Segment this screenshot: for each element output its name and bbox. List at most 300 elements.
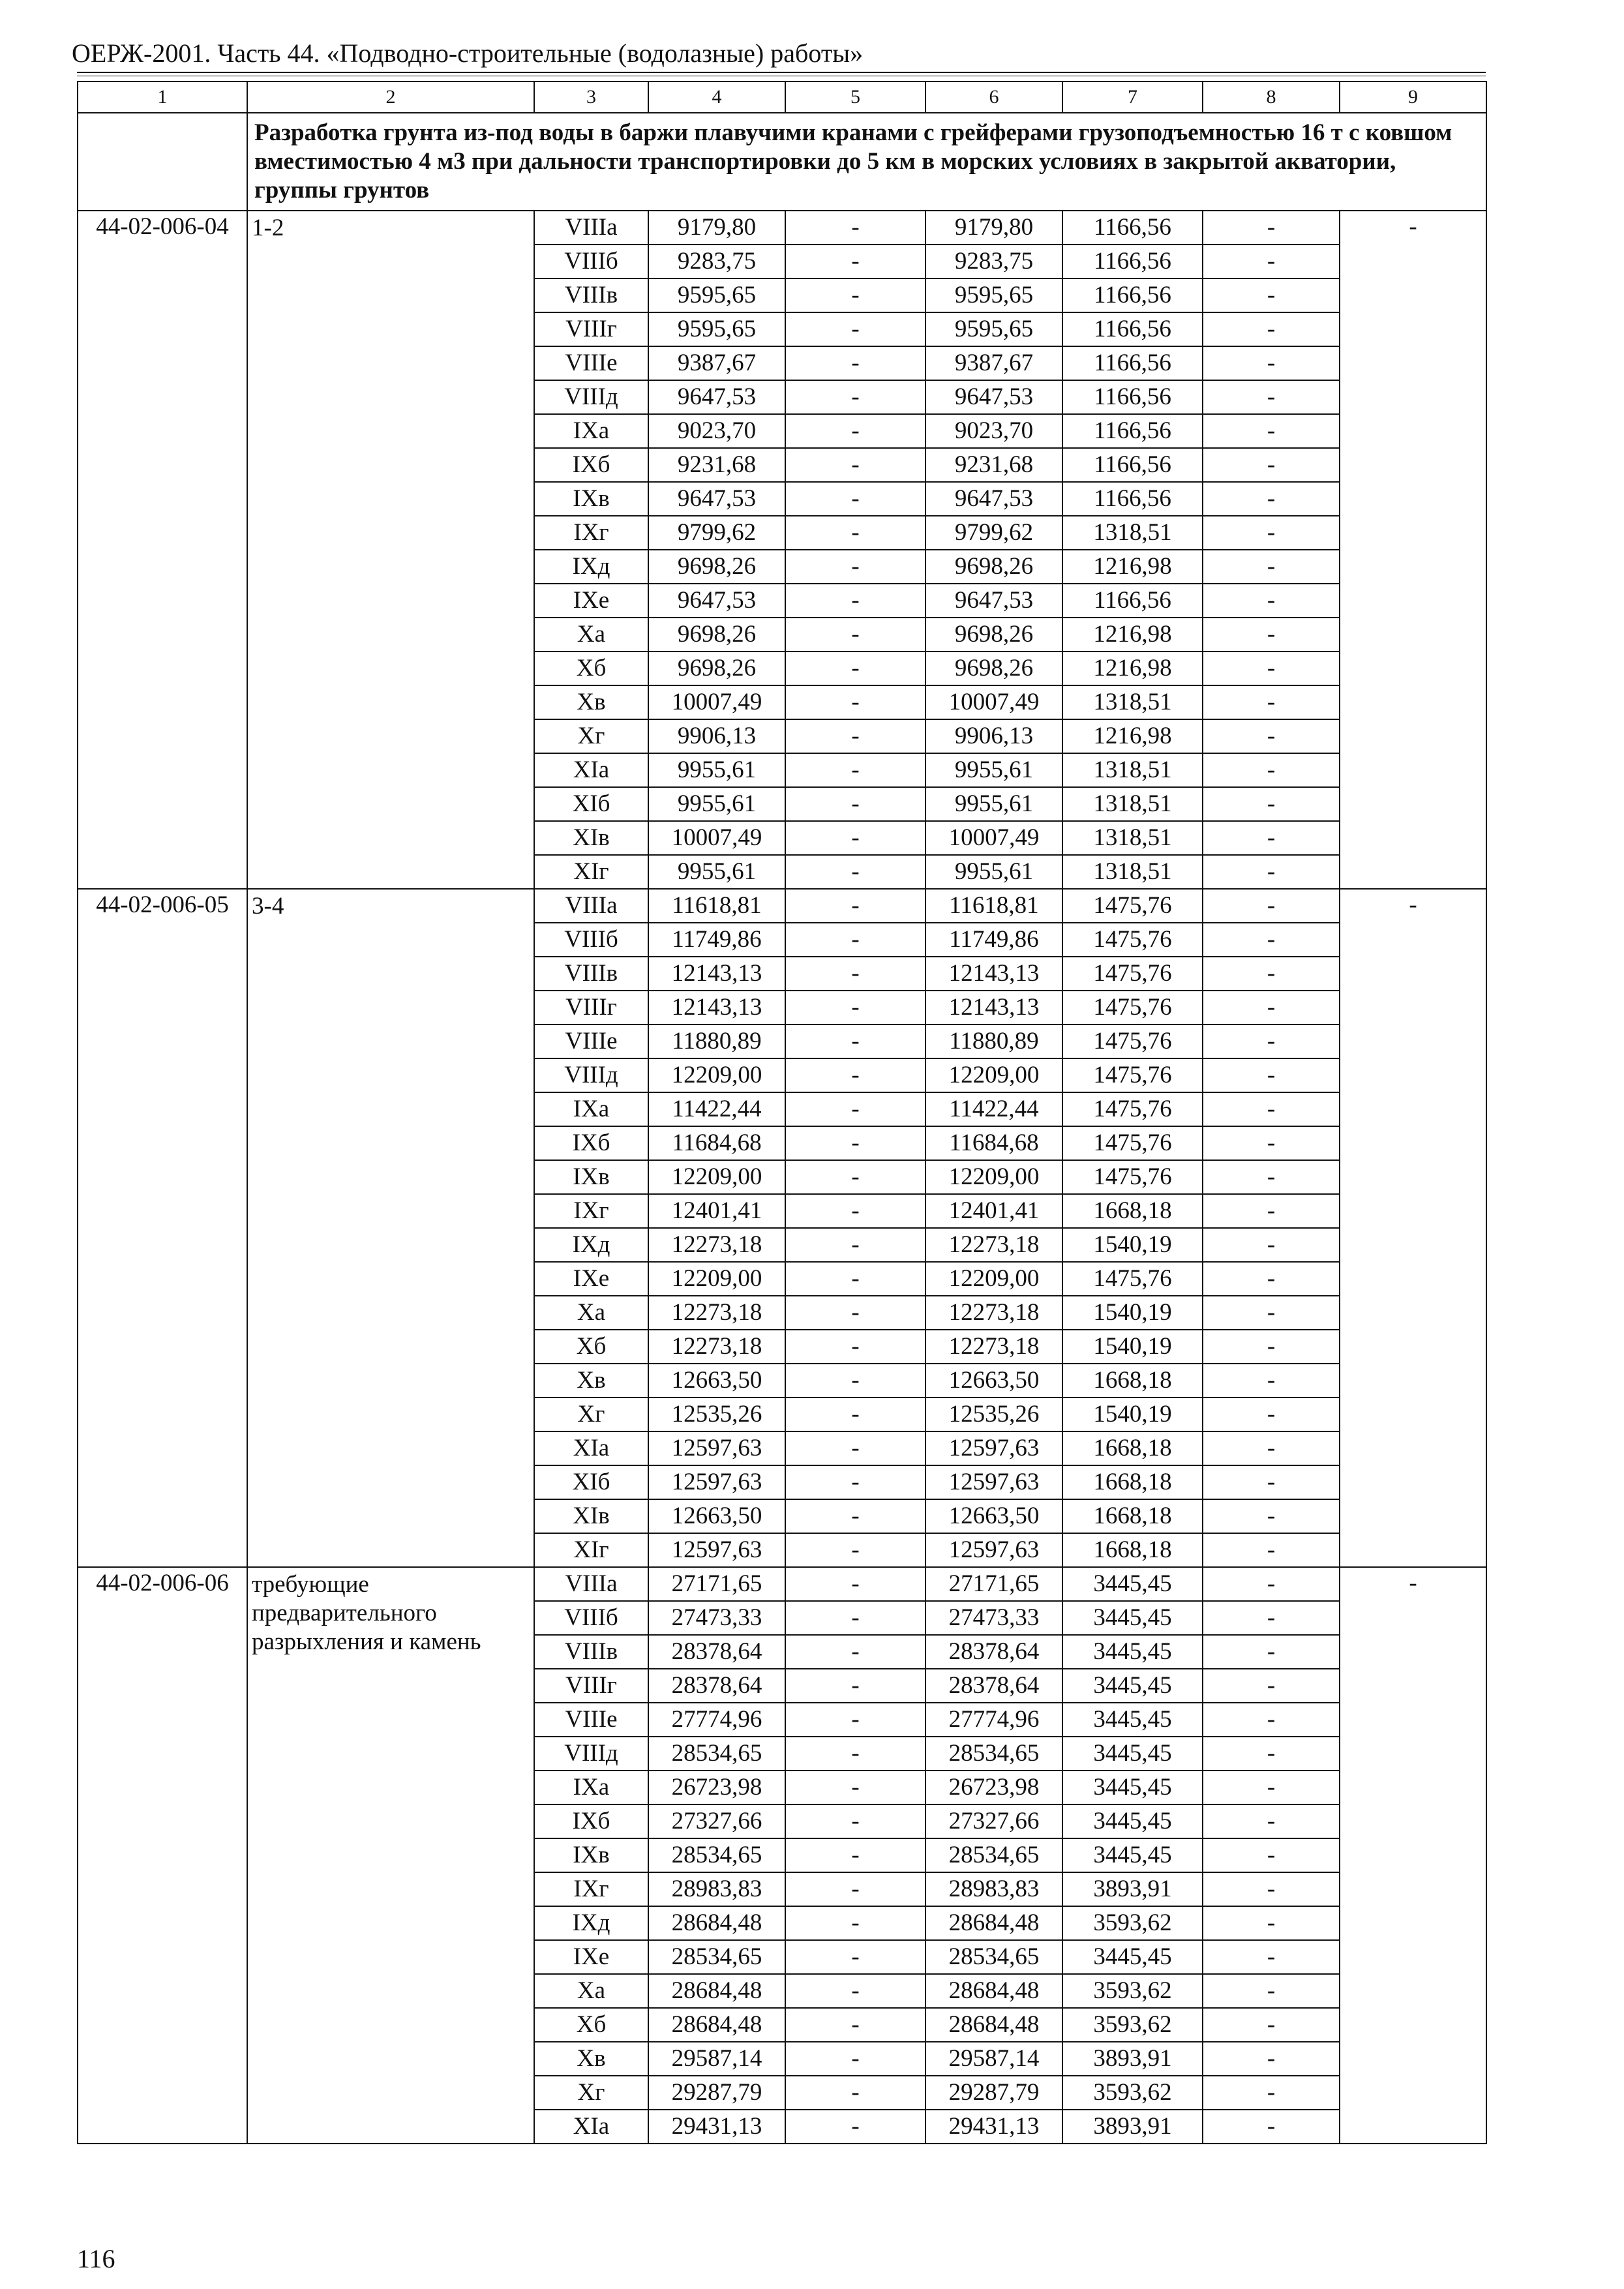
cell-col6: 29587,14 bbox=[925, 2042, 1062, 2076]
cell-col7: 3445,45 bbox=[1062, 1635, 1203, 1669]
cell-col3: XIа bbox=[534, 2110, 648, 2144]
cell-col4: 9698,26 bbox=[648, 618, 785, 651]
cell-col8: - bbox=[1203, 855, 1340, 889]
cell-col4: 11749,86 bbox=[648, 923, 785, 957]
cell-col8: - bbox=[1203, 312, 1340, 346]
cell-col3: VIIIе bbox=[534, 346, 648, 380]
cell-col8: - bbox=[1203, 245, 1340, 278]
cell-col3: IXг bbox=[534, 1194, 648, 1228]
cell-col5: - bbox=[785, 1330, 925, 1364]
column-number: 3 bbox=[534, 82, 648, 113]
cell-col4: 28534,65 bbox=[648, 1838, 785, 1872]
cell-col4: 11618,81 bbox=[648, 889, 785, 923]
table-row bbox=[78, 1567, 1486, 1601]
cell-col8: - bbox=[1203, 1771, 1340, 1804]
cell-col4: 9595,65 bbox=[648, 278, 785, 312]
cell-col8: - bbox=[1203, 414, 1340, 448]
cell-col6: 9955,61 bbox=[925, 855, 1062, 889]
cell-col3: IXб bbox=[534, 1126, 648, 1160]
cell-col4: 12273,18 bbox=[648, 1296, 785, 1330]
cell-col4: 11422,44 bbox=[648, 1092, 785, 1126]
cell-col5: - bbox=[785, 957, 925, 991]
rate-code: 44-02-006-05 bbox=[78, 889, 247, 1567]
cell-col3: XIа bbox=[534, 753, 648, 787]
cell-col5: - bbox=[785, 1703, 925, 1737]
cell-col7: 1216,98 bbox=[1062, 719, 1203, 753]
cell-col4: 9387,67 bbox=[648, 346, 785, 380]
cell-col6: 11422,44 bbox=[925, 1092, 1062, 1126]
cell-col6: 28378,64 bbox=[925, 1635, 1062, 1669]
cell-col3: VIIIд bbox=[534, 1737, 648, 1771]
cell-col8: - bbox=[1203, 1160, 1340, 1194]
soil-group: требующие предварительного разрыхления и камень bbox=[247, 1567, 534, 2144]
cell-col3: VIIIа bbox=[534, 889, 648, 923]
cell-col6: 11749,86 bbox=[925, 923, 1062, 957]
cell-col5: - bbox=[785, 1499, 925, 1533]
cell-col5: - bbox=[785, 1364, 925, 1398]
cell-col3: XIв bbox=[534, 1499, 648, 1533]
cell-col6: 10007,49 bbox=[925, 685, 1062, 719]
cell-col8: - bbox=[1203, 651, 1340, 685]
cell-col6: 27774,96 bbox=[925, 1703, 1062, 1737]
cell-col5: - bbox=[785, 618, 925, 651]
cell-col4: 27774,96 bbox=[648, 1703, 785, 1737]
cell-col3: VIIIв bbox=[534, 278, 648, 312]
cell-col6: 9387,67 bbox=[925, 346, 1062, 380]
cell-col3: VIIIб bbox=[534, 245, 648, 278]
cell-col5: - bbox=[785, 1160, 925, 1194]
cell-col5: - bbox=[785, 1228, 925, 1262]
cell-col7: 1540,19 bbox=[1062, 1398, 1203, 1431]
cell-col6: 9023,70 bbox=[925, 414, 1062, 448]
cell-col7: 1166,56 bbox=[1062, 278, 1203, 312]
cell-col3: Xб bbox=[534, 651, 648, 685]
cell-col7: 3445,45 bbox=[1062, 1601, 1203, 1635]
cell-col8: - bbox=[1203, 1703, 1340, 1737]
cell-col5: - bbox=[785, 1025, 925, 1058]
cell-col8: - bbox=[1203, 1296, 1340, 1330]
column-number: 2 bbox=[247, 82, 534, 113]
cell-col6: 28684,48 bbox=[925, 1974, 1062, 2008]
cell-col6: 12597,63 bbox=[925, 1533, 1062, 1567]
cell-col3: IXа bbox=[534, 414, 648, 448]
cell-col7: 3445,45 bbox=[1062, 1771, 1203, 1804]
cell-col6: 9698,26 bbox=[925, 651, 1062, 685]
rate-code: 44-02-006-04 bbox=[78, 211, 247, 889]
cell-col5: - bbox=[785, 1669, 925, 1703]
cell-col3: XIв bbox=[534, 821, 648, 855]
cell-col5: - bbox=[785, 1635, 925, 1669]
cell-col3: IXв bbox=[534, 1160, 648, 1194]
cell-col6: 9595,65 bbox=[925, 312, 1062, 346]
cell-col6: 11684,68 bbox=[925, 1126, 1062, 1160]
cell-col5: - bbox=[785, 889, 925, 923]
cell-col5: - bbox=[785, 1194, 925, 1228]
cell-col3: VIIIг bbox=[534, 991, 648, 1025]
cell-col5: - bbox=[785, 1872, 925, 1906]
cell-col5: - bbox=[785, 211, 925, 245]
cell-col5: - bbox=[785, 1533, 925, 1567]
cell-col8: - bbox=[1203, 685, 1340, 719]
cell-col7: 3445,45 bbox=[1062, 1940, 1203, 1974]
cell-col5: - bbox=[785, 1601, 925, 1635]
cell-col5: - bbox=[785, 1737, 925, 1771]
cell-col3: IXд bbox=[534, 550, 648, 584]
cell-col4: 9955,61 bbox=[648, 787, 785, 821]
cell-col7: 1216,98 bbox=[1062, 618, 1203, 651]
cell-col6: 12273,18 bbox=[925, 1330, 1062, 1364]
cell-col7: 1166,56 bbox=[1062, 346, 1203, 380]
cell-col6: 28684,48 bbox=[925, 1906, 1062, 1940]
cell-col8: - bbox=[1203, 2110, 1340, 2144]
cell-col5: - bbox=[785, 414, 925, 448]
cell-col3: VIIIб bbox=[534, 923, 648, 957]
cell-col7: 1216,98 bbox=[1062, 550, 1203, 584]
cell-col8: - bbox=[1203, 1737, 1340, 1771]
cell-col4: 12143,13 bbox=[648, 957, 785, 991]
cell-col6: 12143,13 bbox=[925, 991, 1062, 1025]
cell-col5: - bbox=[785, 1398, 925, 1431]
cell-col8: - bbox=[1203, 1906, 1340, 1940]
cell-col6: 9955,61 bbox=[925, 787, 1062, 821]
cell-col3: Xг bbox=[534, 719, 648, 753]
cell-col4: 12535,26 bbox=[648, 1398, 785, 1431]
cell-col5: - bbox=[785, 1974, 925, 2008]
cell-col6: 12143,13 bbox=[925, 957, 1062, 991]
cell-col5: - bbox=[785, 1465, 925, 1499]
cell-col3: VIIIе bbox=[534, 1025, 648, 1058]
cell-col5: - bbox=[785, 1906, 925, 1940]
cell-col3: XIб bbox=[534, 787, 648, 821]
cell-col7: 3445,45 bbox=[1062, 1737, 1203, 1771]
cell-col8: - bbox=[1203, 584, 1340, 618]
cell-col4: 28684,48 bbox=[648, 1906, 785, 1940]
running-header: ОЕРЖ-2001. Часть 44. «Подводно-строительные (водолазные) работы» bbox=[72, 38, 864, 68]
cell-col3: IXе bbox=[534, 1262, 648, 1296]
cell-col7: 1166,56 bbox=[1062, 380, 1203, 414]
cell-col3: VIIIг bbox=[534, 312, 648, 346]
cell-col4: 9231,68 bbox=[648, 448, 785, 482]
cell-col7: 1668,18 bbox=[1062, 1499, 1203, 1533]
cell-col4: 9647,53 bbox=[648, 380, 785, 414]
cell-col8: - bbox=[1203, 923, 1340, 957]
cell-col6: 28378,64 bbox=[925, 1669, 1062, 1703]
cell-col8: - bbox=[1203, 1194, 1340, 1228]
cell-col8: - bbox=[1203, 1499, 1340, 1533]
cell-col7: 1540,19 bbox=[1062, 1228, 1203, 1262]
cell-col4: 11684,68 bbox=[648, 1126, 785, 1160]
cell-col3: IXа bbox=[534, 1771, 648, 1804]
cell-col6: 11880,89 bbox=[925, 1025, 1062, 1058]
cell-col3: IXд bbox=[534, 1906, 648, 1940]
cell-col7: 1318,51 bbox=[1062, 516, 1203, 550]
cell-col8: - bbox=[1203, 516, 1340, 550]
cell-col8: - bbox=[1203, 1228, 1340, 1262]
cell-col6: 28534,65 bbox=[925, 1737, 1062, 1771]
cell-col7: 1318,51 bbox=[1062, 821, 1203, 855]
cell-col6: 28534,65 bbox=[925, 1940, 1062, 1974]
cell-col7: 1475,76 bbox=[1062, 1092, 1203, 1126]
column-number: 5 bbox=[785, 82, 925, 113]
cell-col7: 3445,45 bbox=[1062, 1703, 1203, 1737]
cell-col7: 1166,56 bbox=[1062, 482, 1203, 516]
cell-col6: 12663,50 bbox=[925, 1499, 1062, 1533]
cell-col8: - bbox=[1203, 618, 1340, 651]
cell-col8: - bbox=[1203, 787, 1340, 821]
cell-col5: - bbox=[785, 245, 925, 278]
cell-col8: - bbox=[1203, 1974, 1340, 2008]
cell-col4: 29431,13 bbox=[648, 2110, 785, 2144]
cell-col4: 12597,63 bbox=[648, 1533, 785, 1567]
cell-col4: 12209,00 bbox=[648, 1160, 785, 1194]
cell-col3: VIIIд bbox=[534, 380, 648, 414]
cell-col7: 1475,76 bbox=[1062, 923, 1203, 957]
cell-col9: - bbox=[1340, 1567, 1486, 2144]
cell-col6: 12597,63 bbox=[925, 1465, 1062, 1499]
cell-col4: 12273,18 bbox=[648, 1228, 785, 1262]
cell-col5: - bbox=[785, 1262, 925, 1296]
cell-col6: 28684,48 bbox=[925, 2008, 1062, 2042]
cell-col6: 9647,53 bbox=[925, 584, 1062, 618]
cell-col5: - bbox=[785, 2042, 925, 2076]
cell-col3: VIIIа bbox=[534, 211, 648, 245]
cell-col7: 3445,45 bbox=[1062, 1669, 1203, 1703]
cell-col8: - bbox=[1203, 1092, 1340, 1126]
cell-col3: VIIIе bbox=[534, 1703, 648, 1737]
cell-col4: 9698,26 bbox=[648, 550, 785, 584]
cell-col4: 9023,70 bbox=[648, 414, 785, 448]
rate-code: 44-02-006-06 bbox=[78, 1567, 247, 2144]
cell-col4: 9799,62 bbox=[648, 516, 785, 550]
cell-col4: 29287,79 bbox=[648, 2076, 785, 2110]
cell-col8: - bbox=[1203, 1058, 1340, 1092]
cell-col4: 12663,50 bbox=[648, 1364, 785, 1398]
cell-col4: 28684,48 bbox=[648, 2008, 785, 2042]
cell-col6: 12401,41 bbox=[925, 1194, 1062, 1228]
cell-col4: 28684,48 bbox=[648, 1974, 785, 2008]
cell-col6: 27473,33 bbox=[925, 1601, 1062, 1635]
soil-group: 3-4 bbox=[247, 889, 534, 1567]
cell-col3: XIг bbox=[534, 855, 648, 889]
cell-col4: 27171,65 bbox=[648, 1567, 785, 1601]
cell-col8: - bbox=[1203, 2076, 1340, 2110]
cell-col5: - bbox=[785, 346, 925, 380]
column-number: 6 bbox=[925, 82, 1062, 113]
cell-col3: Xв bbox=[534, 2042, 648, 2076]
cell-col3: IXв bbox=[534, 1838, 648, 1872]
cell-col8: - bbox=[1203, 211, 1340, 245]
cell-col4: 9906,13 bbox=[648, 719, 785, 753]
cell-col7: 1475,76 bbox=[1062, 889, 1203, 923]
cell-col4: 9647,53 bbox=[648, 584, 785, 618]
header-rule bbox=[77, 72, 1486, 76]
cell-col4: 10007,49 bbox=[648, 821, 785, 855]
cell-col8: - bbox=[1203, 1838, 1340, 1872]
empty-cell bbox=[78, 113, 247, 211]
cell-col8: - bbox=[1203, 1872, 1340, 1906]
column-number: 8 bbox=[1203, 82, 1340, 113]
cell-col8: - bbox=[1203, 1398, 1340, 1431]
cell-col5: - bbox=[785, 1804, 925, 1838]
cell-col5: - bbox=[785, 1431, 925, 1465]
cell-col4: 9955,61 bbox=[648, 753, 785, 787]
cell-col5: - bbox=[785, 787, 925, 821]
cell-col4: 28534,65 bbox=[648, 1940, 785, 1974]
cell-col6: 12273,18 bbox=[925, 1296, 1062, 1330]
cell-col3: IXе bbox=[534, 1940, 648, 1974]
cell-col8: - bbox=[1203, 278, 1340, 312]
cell-col4: 28983,83 bbox=[648, 1872, 785, 1906]
cell-col3: VIIIд bbox=[534, 1058, 648, 1092]
cell-col5: - bbox=[785, 753, 925, 787]
cell-col3: VIIIв bbox=[534, 957, 648, 991]
cell-col4: 12209,00 bbox=[648, 1058, 785, 1092]
cell-col6: 26723,98 bbox=[925, 1771, 1062, 1804]
cell-col6: 9698,26 bbox=[925, 618, 1062, 651]
cell-col3: Xв bbox=[534, 1364, 648, 1398]
cell-col8: - bbox=[1203, 448, 1340, 482]
cell-col6: 12209,00 bbox=[925, 1160, 1062, 1194]
cell-col5: - bbox=[785, 1296, 925, 1330]
cell-col7: 1540,19 bbox=[1062, 1330, 1203, 1364]
cell-col6: 9799,62 bbox=[925, 516, 1062, 550]
cell-col4: 11880,89 bbox=[648, 1025, 785, 1058]
cell-col7: 1668,18 bbox=[1062, 1533, 1203, 1567]
cell-col5: - bbox=[785, 448, 925, 482]
cell-col6: 11618,81 bbox=[925, 889, 1062, 923]
cell-col3: XIа bbox=[534, 1431, 648, 1465]
cell-col7: 1475,76 bbox=[1062, 1058, 1203, 1092]
cell-col6: 27171,65 bbox=[925, 1567, 1062, 1601]
cell-col7: 3593,62 bbox=[1062, 1974, 1203, 2008]
cell-col4: 9595,65 bbox=[648, 312, 785, 346]
cell-col5: - bbox=[785, 584, 925, 618]
section-title: Разработка грунта из-под воды в баржи плавучими кранами с грейферами грузоподъемностью 16 т с ковшом вместимостью 4 м3 при дальности транспортировки до 5 км в морских условиях в закрытой акватории, группы грунтов bbox=[247, 113, 1486, 211]
cell-col8: - bbox=[1203, 1025, 1340, 1058]
cell-col6: 28534,65 bbox=[925, 1838, 1062, 1872]
cell-col8: - bbox=[1203, 380, 1340, 414]
cell-col3: Xа bbox=[534, 618, 648, 651]
cell-col3: IXе bbox=[534, 584, 648, 618]
column-number: 1 bbox=[78, 82, 247, 113]
cell-col6: 29431,13 bbox=[925, 2110, 1062, 2144]
cell-col6: 29287,79 bbox=[925, 2076, 1062, 2110]
column-number: 9 bbox=[1340, 82, 1486, 113]
cell-col8: - bbox=[1203, 1262, 1340, 1296]
cell-col3: XIб bbox=[534, 1465, 648, 1499]
cell-col4: 26723,98 bbox=[648, 1771, 785, 1804]
cell-col6: 12535,26 bbox=[925, 1398, 1062, 1431]
cell-col7: 3893,91 bbox=[1062, 1872, 1203, 1906]
cell-col6: 12209,00 bbox=[925, 1262, 1062, 1296]
cell-col3: Xв bbox=[534, 685, 648, 719]
cell-col5: - bbox=[785, 312, 925, 346]
cell-col5: - bbox=[785, 855, 925, 889]
cell-col6: 12209,00 bbox=[925, 1058, 1062, 1092]
cell-col6: 9283,75 bbox=[925, 245, 1062, 278]
cell-col6: 9906,13 bbox=[925, 719, 1062, 753]
cell-col4: 12143,13 bbox=[648, 991, 785, 1025]
cell-col8: - bbox=[1203, 1567, 1340, 1601]
cell-col6: 12597,63 bbox=[925, 1431, 1062, 1465]
cell-col5: - bbox=[785, 685, 925, 719]
cell-col5: - bbox=[785, 2076, 925, 2110]
column-number-row bbox=[78, 82, 1486, 113]
cell-col7: 1166,56 bbox=[1062, 211, 1203, 245]
cell-col7: 1475,76 bbox=[1062, 1126, 1203, 1160]
cell-col4: 12273,18 bbox=[648, 1330, 785, 1364]
cell-col8: - bbox=[1203, 2042, 1340, 2076]
cell-col8: - bbox=[1203, 1601, 1340, 1635]
cell-col3: IXа bbox=[534, 1092, 648, 1126]
cell-col3: IXб bbox=[534, 448, 648, 482]
cell-col3: IXб bbox=[534, 1804, 648, 1838]
cell-col6: 9595,65 bbox=[925, 278, 1062, 312]
cell-col8: - bbox=[1203, 482, 1340, 516]
cell-col7: 3593,62 bbox=[1062, 2076, 1203, 2110]
cell-col5: - bbox=[785, 1126, 925, 1160]
table-row bbox=[78, 211, 1486, 245]
cell-col8: - bbox=[1203, 1431, 1340, 1465]
cell-col5: - bbox=[785, 651, 925, 685]
cell-col5: - bbox=[785, 516, 925, 550]
cell-col7: 1475,76 bbox=[1062, 1025, 1203, 1058]
cell-col5: - bbox=[785, 482, 925, 516]
cell-col3: VIIIв bbox=[534, 1635, 648, 1669]
cell-col4: 12597,63 bbox=[648, 1465, 785, 1499]
cell-col5: - bbox=[785, 923, 925, 957]
cell-col5: - bbox=[785, 1058, 925, 1092]
cell-col7: 1668,18 bbox=[1062, 1364, 1203, 1398]
cell-col5: - bbox=[785, 821, 925, 855]
cell-col7: 1166,56 bbox=[1062, 312, 1203, 346]
cell-col3: IXд bbox=[534, 1228, 648, 1262]
cell-col5: - bbox=[785, 278, 925, 312]
cell-col3: Xб bbox=[534, 2008, 648, 2042]
cell-col5: - bbox=[785, 2008, 925, 2042]
cell-col4: 29587,14 bbox=[648, 2042, 785, 2076]
cell-col6: 10007,49 bbox=[925, 821, 1062, 855]
cell-col7: 1166,56 bbox=[1062, 584, 1203, 618]
cell-col8: - bbox=[1203, 957, 1340, 991]
cell-col7: 1216,98 bbox=[1062, 651, 1203, 685]
cell-col5: - bbox=[785, 380, 925, 414]
cell-col8: - bbox=[1203, 346, 1340, 380]
cell-col6: 9231,68 bbox=[925, 448, 1062, 482]
cell-col5: - bbox=[785, 991, 925, 1025]
cell-col3: VIIIа bbox=[534, 1567, 648, 1601]
cell-col7: 3593,62 bbox=[1062, 2008, 1203, 2042]
cell-col8: - bbox=[1203, 719, 1340, 753]
table-body bbox=[78, 82, 1486, 2144]
cell-col7: 1318,51 bbox=[1062, 787, 1203, 821]
cell-col8: - bbox=[1203, 2008, 1340, 2042]
cell-col7: 3593,62 bbox=[1062, 1906, 1203, 1940]
rates-table bbox=[77, 81, 1487, 2144]
cell-col7: 1668,18 bbox=[1062, 1465, 1203, 1499]
cell-col3: IXв bbox=[534, 482, 648, 516]
cell-col7: 3445,45 bbox=[1062, 1804, 1203, 1838]
cell-col8: - bbox=[1203, 1669, 1340, 1703]
cell-col4: 28378,64 bbox=[648, 1635, 785, 1669]
cell-col7: 3445,45 bbox=[1062, 1838, 1203, 1872]
cell-col6: 9955,61 bbox=[925, 753, 1062, 787]
cell-col4: 27473,33 bbox=[648, 1601, 785, 1635]
cell-col7: 1475,76 bbox=[1062, 1262, 1203, 1296]
cell-col7: 3893,91 bbox=[1062, 2042, 1203, 2076]
cell-col7: 1475,76 bbox=[1062, 957, 1203, 991]
cell-col5: - bbox=[785, 1092, 925, 1126]
